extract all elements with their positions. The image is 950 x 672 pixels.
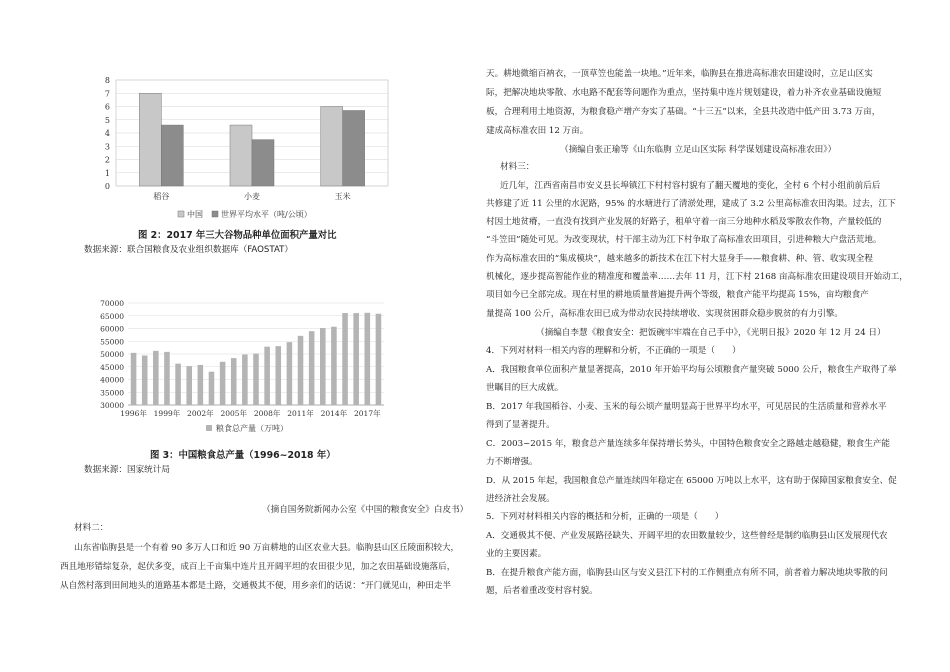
bar-year-2004 (220, 362, 226, 405)
material2-cont-line: 天。耕地微缩百衲衣，一顶草笠也能盖一块地。”近年来，临朐县在推进高标准农田建设时，立足山区实 (486, 69, 873, 79)
y-tick-label: 45000 (100, 362, 124, 372)
material2-cont-line: 建成高标准农田 12 万亩。 (486, 126, 589, 136)
y-tick-label: 60000 (100, 324, 124, 334)
y-tick-label: 5 (104, 115, 110, 125)
y-tick-label: 55000 (100, 337, 124, 347)
chart2-source: 数据来源：联合国粮食及农业组织数据库（FAOSTAT） (84, 245, 294, 255)
bar-year-2005 (231, 358, 237, 405)
x-tick-label: 2017年 (354, 409, 381, 418)
bar-year-2017 (365, 313, 371, 405)
x-tick-label: 玉米 (334, 192, 351, 201)
material3-line: 项目如今已全部完成。现在村里的耕地质量普遍提升两个等级，粮食产能平均提高 15%，亩均粮食产 (486, 290, 869, 300)
q4-option-c[interactable]: C．2003~2015 年，粮食总产量连续多年保持增长势头，中国特色粮食安全之路越走越稳健，粮食生产能 (486, 439, 891, 449)
bar-year-2009 (275, 346, 281, 405)
legend-swatch (212, 211, 218, 217)
q4-option-d-cont: 进经济社会发展。 (486, 494, 555, 504)
material3-line: “斗笠田”随处可见。为改变现状，村干部主动为江下村争取了高标准农田项目，引进种粮大户盘活荒地。 (486, 235, 882, 245)
y-tick-label: 50000 (100, 350, 124, 359)
bar-china (230, 125, 252, 186)
material2-line: 西且地形错综复杂，起伏多变，成百上千亩集中连片且开阔平坦的农田很少见，加之农田基础设施落后， (60, 562, 456, 572)
bar-year-1998 (153, 351, 159, 405)
material3-line: 共修建了近 11 公里的水泥路，95% 的水塘进行了清淤处理，建成了 3.2 公里高标准农田沟渠。过去，江下 (486, 199, 896, 209)
q5-option-b[interactable]: B．在提升粮食产能方面，临朐县山区与安义县江下村的工作侧重点有所不同，前者着力解决地块零散的问 (486, 568, 888, 578)
bar-year-2015 (342, 313, 348, 405)
bar-year-1997 (142, 355, 148, 405)
bar-year-2010 (287, 342, 293, 405)
material3-line: 机械化，逐步提高智能作业的精准度和覆盖率……去年 11 月，江下村 2168 亩高标准农田建设项目开始动工， (486, 272, 908, 282)
bar-world (161, 125, 183, 186)
bar-world (252, 140, 274, 186)
bar-year-2008 (264, 347, 270, 405)
material3-line: 村因土地贫瘠，一直没有找到产业发展的好路子，租单守着一亩三分地种水稻及零散农作物，产量较低的 (486, 217, 882, 227)
bar-year-1999 (164, 352, 170, 405)
question-4-stem: 4．下列对材料一相关内容的理解和分析，不正确的一项是（ ） (486, 346, 741, 356)
citation-linqu: （摘编自张正瑜等《山东临朐 立足山区实际 科学谋划建设高标准农田》） (560, 145, 837, 155)
citation-guangming: （摘编自李慧《粮食安全：把饭碗牢牢端在自己手中》，《光明日报》2020 年 12 月 24 日） (536, 328, 886, 338)
x-tick-label: 1999年 (153, 409, 181, 418)
material2-cont-line: 际，把解决地块零散、水电路不配套等问题作为重点，坚持集中连片规划建设，着力补齐农业基础设施短 (486, 88, 882, 98)
y-tick-label: 0 (104, 182, 110, 191)
bar-year-2014 (331, 327, 337, 405)
y-tick-label: 70000 (100, 299, 124, 308)
y-tick-label: 40000 (100, 375, 124, 385)
q4-option-b[interactable]: B．2017 年我国稻谷、小麦、玉米的每公顷产量明显高于世界平均水平，可见居民的生活质量和营养水平 (486, 402, 887, 412)
bar-year-2012 (309, 331, 315, 405)
x-tick-label: 小麦 (244, 192, 260, 201)
y-tick-label: 65000 (100, 311, 124, 321)
x-tick-label: 2008年 (253, 409, 281, 418)
material2-title: 材料二： (74, 523, 109, 533)
x-tick-label: 2002年 (187, 409, 214, 418)
q5-option-a-cont: 业的主要因素。 (486, 549, 547, 559)
q4-option-a[interactable]: A．我国粮食单位面积产量显著提高，2010 年开始平均每公顷粮食产量突破 5000 公斤，粮食生产取得了举 (486, 365, 897, 375)
bar-china (139, 93, 161, 186)
y-tick-label: 35000 (100, 388, 124, 398)
q4-option-d[interactable]: D．从 2015 年起，我国粮食总产量连续四年稳定在 65000 万吨以上水平，这有助于保障国家粮食安全、促 (486, 476, 897, 486)
bar-year-2006 (242, 355, 248, 405)
material3-line: 作为高标准农田的“集成模块”，越来越多的新技术在江下村大显身手——粮食耕、种、管、收实现全程 (486, 254, 873, 264)
bar-year-2011 (298, 336, 304, 405)
q5-option-a[interactable]: A．交通极其不便、产业发展路径缺失、开阔平坦的农田数量较少，这些曾经是制约临朐县山区发展现代农 (486, 531, 888, 541)
y-tick-label: 7 (104, 89, 110, 99)
x-tick-label: 1996年 (120, 409, 147, 418)
material3-line: 量提高 100 公斤，高标准农田已成为带动农民持续增收、实现贫困群众稳步脱贫的有力引擎。 (486, 309, 844, 319)
chart3-caption: 图 3：中国粮食总产量（1996~2018 年） (150, 450, 336, 461)
bar-year-2002 (198, 365, 204, 405)
chart-2017-grain-yield (88, 74, 398, 219)
y-tick-label: 30000 (100, 401, 124, 410)
bar-year-1996 (131, 353, 137, 405)
bar-world (343, 110, 365, 186)
material3-title: 材料三： (500, 162, 535, 172)
q5-option-b-cont: 题，后者着重改变村容村貌。 (486, 586, 598, 596)
legend-swatch (206, 425, 212, 431)
x-tick-label: 稻谷 (153, 192, 170, 201)
bar-year-2016 (353, 313, 359, 405)
y-tick-label: 2 (104, 155, 110, 165)
bar-china (321, 107, 343, 187)
x-tick-label: 2014年 (320, 409, 348, 418)
y-tick-label: 1 (104, 168, 110, 178)
q4-option-b-cont: 得到了显著提升。 (486, 420, 555, 430)
bar-year-2013 (320, 328, 326, 405)
chart-grain-output-1996-2018 (88, 297, 398, 437)
bar-year-2007 (253, 354, 259, 405)
material2-line: 从自然村落到田间地头的道路基本都是土路，交通极其不便，用乡亲们的话说：“开门就见山，种田走半 (60, 581, 452, 591)
y-tick-label: 6 (104, 102, 110, 112)
legend-swatch (178, 211, 184, 217)
x-tick-label: 2005年 (220, 409, 248, 418)
legend-label: 世界平均水平（吨/公顷） (221, 210, 312, 219)
y-tick-label: 4 (104, 129, 110, 138)
bar-year-2001 (186, 366, 192, 405)
bar-year-2000 (175, 364, 181, 405)
question-5-stem: 5．下列对材料相关内容的概括和分析，正确的一项是（ ） (486, 512, 724, 522)
q4-option-a-cont: 世瞩目的巨大成就。 (486, 383, 564, 393)
material2-cont-line: 板，合理利用土地资源，为粮食稳产增产夯实了基础。“十三五”以来，全县共改造中低产田 3.73 万亩， (486, 107, 881, 117)
legend-label: 粮食总产量（万吨） (216, 424, 288, 433)
y-tick-label: 3 (104, 142, 110, 152)
chart2-caption: 图 2：2017 年三大谷物品种单位面积产量对比 (138, 230, 337, 241)
bar-year-2018 (376, 314, 382, 405)
bar-year-2003 (209, 372, 215, 405)
legend-label: 中国 (187, 210, 203, 219)
x-tick-label: 2011年 (287, 409, 314, 418)
y-tick-label: 8 (104, 76, 110, 85)
q4-option-c-cont: 力不断增强。 (486, 457, 538, 467)
chart3-source: 数据来源：国家统计局 (84, 465, 170, 475)
material3-line: 近几年，江西省南昌市安义县长埠镇江下村村容村貌有了翻天覆地的变化，全村 6 个村小组前前后后 (500, 181, 881, 191)
citation-white-paper: （摘自国务院新闻办公室《中国的粮食安全》白皮书） (262, 505, 469, 515)
material2-line: 山东省临朐县是一个有着 90 多万人口和近 90 万亩耕地的山区农业大县。临朐县山区丘陵面积较大， (74, 543, 460, 553)
